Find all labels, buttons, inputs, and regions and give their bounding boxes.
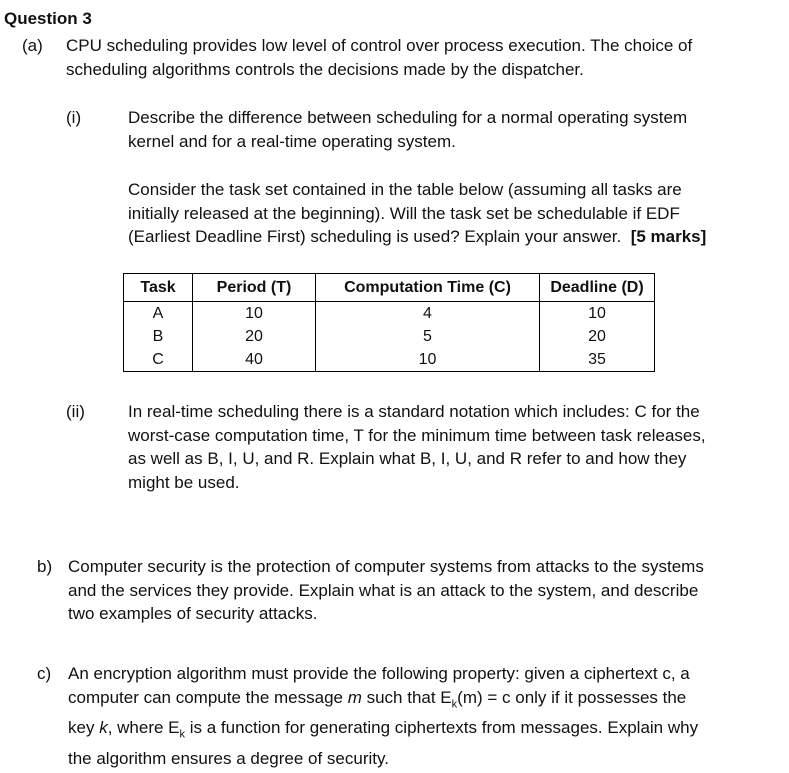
sub-ii-line4: might be used. (128, 472, 240, 492)
table-cell: 20 (540, 325, 655, 348)
sub-ii-line2: worst-case computation time, T for the minimum time between task releases, (128, 425, 706, 445)
table-row (124, 302, 655, 326)
part-c-line2-post2: (m) = c only if it possesses the (457, 687, 687, 707)
consider-line3: (Earliest Deadline First) scheduling is used? Explain your answer. (128, 227, 622, 246)
sub-ii-text (128, 400, 768, 494)
part-b-line1: Computer security is the protection of computer systems from attacks to the systems (68, 557, 704, 576)
sub-i-label: (i) (66, 108, 82, 127)
table-header-computation: Computation Time (C) (316, 274, 540, 302)
task-table (123, 273, 655, 372)
sub-i-line2: kernel and for a real-time operating system. (128, 131, 456, 151)
table-cell: 20 (193, 325, 316, 348)
part-c-line2-pre: computer can compute the message (68, 687, 348, 707)
consider-paragraph (128, 178, 764, 249)
part-c-line3 (68, 716, 778, 747)
sub-ii-line3: as well as B, I, U, and R. Explain what B, I, U, and R refer to and how they (128, 449, 687, 468)
part-c-line2 (68, 686, 778, 717)
table-cell: 10 (540, 302, 655, 326)
table-header-row (124, 274, 655, 302)
var-k: k (99, 718, 108, 738)
part-c-line3-mid: , where E (107, 718, 180, 738)
part-c-line1: An encryption algorithm must provide the following property: given a ciphertext c, a (68, 664, 690, 683)
part-a-label: (a) (22, 36, 43, 55)
table-cell: 4 (316, 302, 540, 326)
part-c-line3-pre: key (68, 718, 100, 738)
table-cell: C (124, 348, 193, 372)
question-title: Question 3 (4, 9, 92, 28)
var-m: m (347, 687, 362, 707)
part-b-line3: two examples of security attacks. (68, 604, 318, 623)
part-c-line2-post: such that E (361, 687, 452, 707)
table-header-deadline: Deadline (D) (540, 274, 655, 302)
sub-ii-label: (ii) (66, 402, 85, 421)
sub-ii-line1: In real-time scheduling there is a standard notation which includes: C for the (128, 402, 700, 421)
subscript-k: k (451, 697, 458, 710)
table-row (124, 325, 655, 348)
consider-line3-wrap (128, 225, 764, 249)
table-cell: 35 (540, 348, 655, 372)
part-b-text (68, 555, 778, 626)
part-c-label: c) (37, 664, 52, 683)
part-b-label: b) (37, 557, 53, 576)
sub-i-line1: Describe the difference between scheduling for a normal operating system (128, 108, 688, 127)
marks-badge: [5 marks] (630, 227, 707, 246)
part-c-text (68, 662, 778, 771)
table-header-period: Period (T) (193, 274, 316, 302)
consider-line2: initially released at the beginning). Will the task set be schedulable if EDF (128, 203, 680, 223)
table-cell: A (124, 302, 193, 326)
table-cell: 10 (193, 302, 316, 326)
part-a-intro-line2: scheduling algorithms controls the decisions made by the dispatcher. (66, 59, 584, 79)
part-c-line3-post: is a function for generating ciphertexts from messages. Explain why (185, 718, 699, 738)
consider-line1: Consider the task set contained in the table below (assuming all tasks are (128, 180, 682, 199)
table-cell: B (124, 325, 193, 348)
part-c-line4: the algorithm ensures a degree of security. (68, 749, 389, 769)
table-cell: 40 (193, 348, 316, 372)
part-b-line2: and the services they provide. Explain what is an attack to the system, and describe (68, 580, 699, 600)
table-header-task: Task (124, 274, 193, 302)
part-a-intro (66, 34, 766, 81)
table-row (124, 348, 655, 372)
table-cell: 10 (316, 348, 540, 372)
sub-i-text (128, 106, 768, 153)
subscript-k: k (179, 728, 185, 741)
table-cell: 5 (316, 325, 540, 348)
part-a-intro-line1: CPU scheduling provides low level of control over process execution. The choice of (66, 36, 693, 55)
